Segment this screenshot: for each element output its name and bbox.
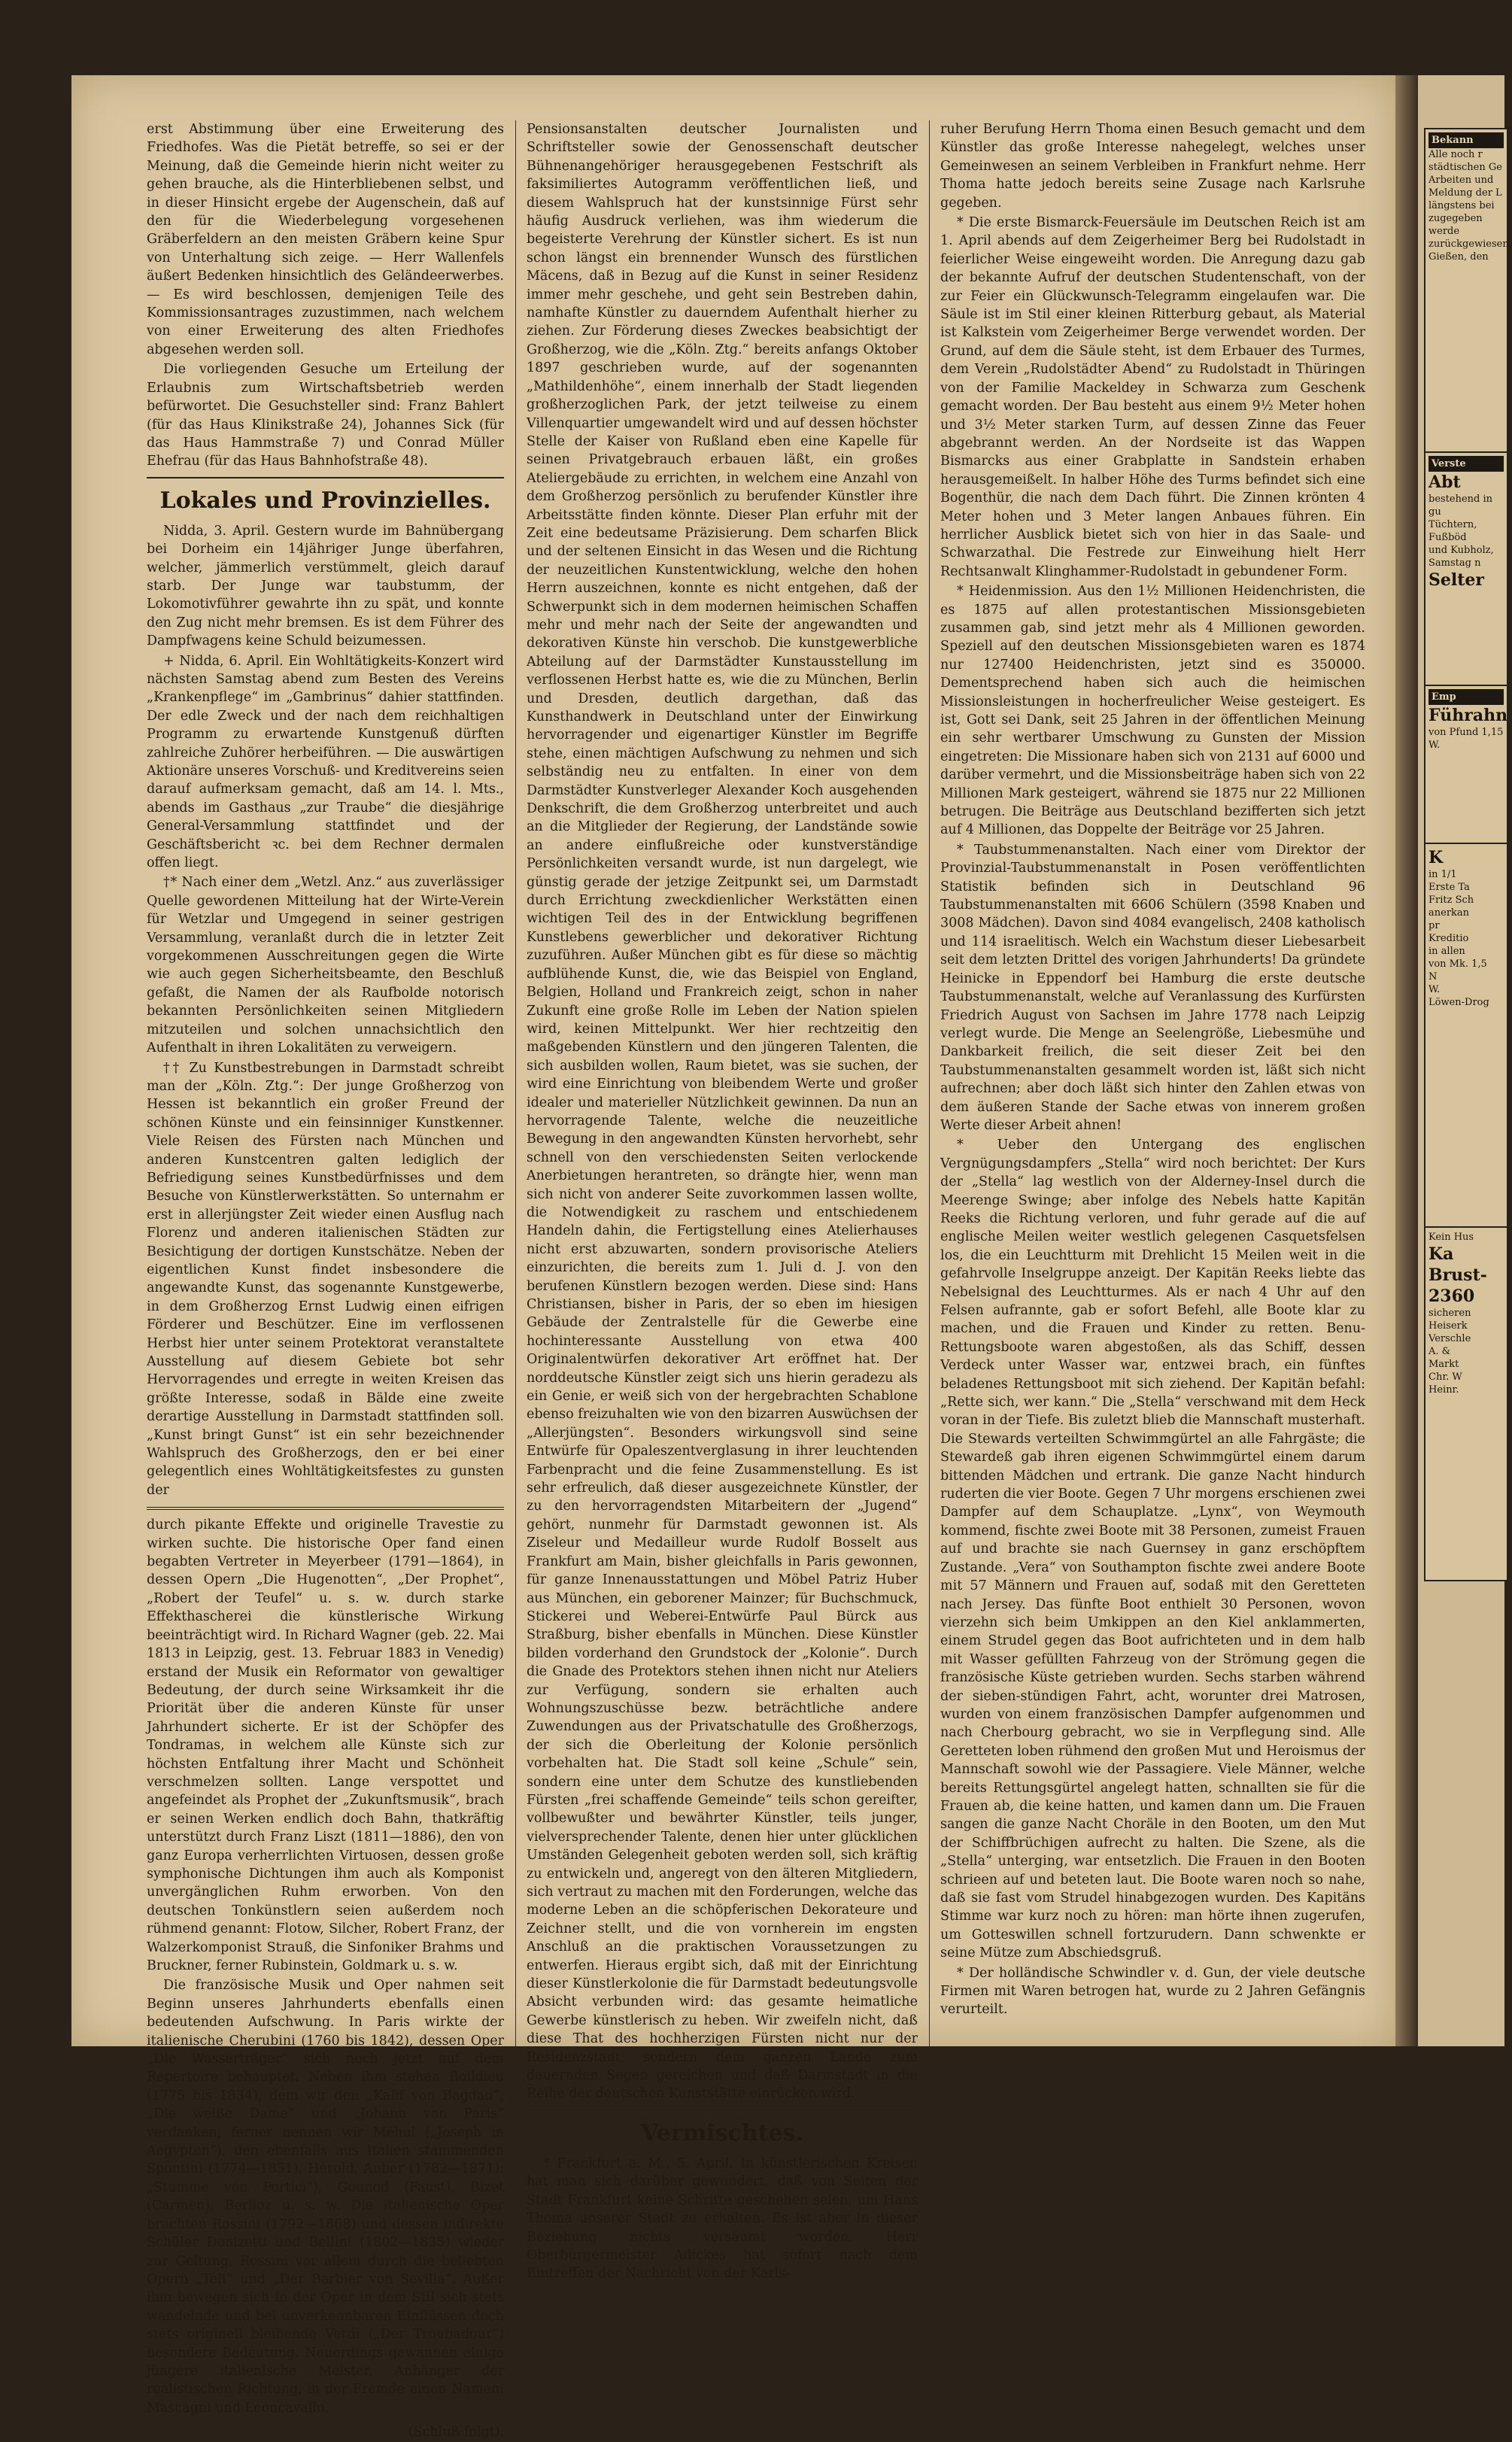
paragraph: erst Abstimmung über eine Erweiterung des Friedhofes. Was die Pietät betreffe, so sei er der Meinung, daß die Gemeinde hierin nicht weiter zu gehen brauche, als die Hinterbliebenen selbst, und in dieser Hinsicht ergebe der Augenschein, daß auf den für die Wiederbelegung vorgesehenen Gräberfeldern an den meisten Gräbern keine Spur von Unterhaltung sich zeige. — Herr Wallenfels äußert Bedenken hinsichtlich des Geländeerwerbes. — Es wird beschlossen, demjenigen Teile des Kommissionsantrages zuzustimmen, nach welchem von einer Erweiterung des alten Friedhofes abgesehen werden soll.: [147, 122, 504, 357]
news-item: * Heidenmission. Aus den 1½ Millionen Heidenchristen, die es 1875 auf allen protestantischen Missionsgebieten zusammen gab, sind jetzt mehr als 4 Millionen geworden. Speziell auf den deutschen Missionsgebieten waren es 1874 nur 127400 Heidenchristen, jetzt sind es 350000. Dementsprechend haben sich auch die heimischen Missionsleistungen in hocherfreulicher Weise gesteigert. Es ist, Gott sei Dank, seit 25 Jahren in der öffentlichen Meinung ein sehr wertbarer Umschwung zu Gunsten der Mission eingetreten: Die Missionare haben sich von 2131 auf 6000 und darüber vermehrt, und die Missionsbeiträge haben sich von 22 Millionen Mark gesteigert, während sie 1875 nur 22 Millionen betrugen. Die Beiträge aus Deutschland bezifferten sich jetzt auf 4 Millionen, das Doppelte der Beiträge vor 25 Jahren.: [940, 584, 1365, 838]
ad-line: anerkan: [1429, 907, 1470, 919]
ad-line: Gießen, den: [1429, 251, 1489, 263]
news-item: †† Zu Kunstbestrebungen in Darmstadt schreibt man der „Köln. Ztg.“: Der junge Großherzog von Hessen ist bekanntlich ein großer Freund der schönen Künste und ein feinsinniger Kunstkenner. Viele Reisen des Fürsten nach München und anderen Kunstcentren galten lediglich der Befriedigung seines Kunstbedürfnisses und dem Besuche von Künstlerwerkstätten. So unternahm er erst in allerjüngster Zeit wieder einen Ausflug nach Florenz und anderen italienischen Städten zur Besichtigung der dortigen Kunstschätze. Neben der eigentlichen Kunst findet insbesondere die angewandte Kunst, das sogenannte Kunstgewerbe, in dem Großherzog Ernst Ludwig einen eifrigen Förderer und Beschützer. Eine im verflossenen Herbst hier unter seinem Protektorat veranstaltete Ausstellung auf diesem Gebiete bot sehr Hervorragendes und erregte in weiten Kreisen das größte Interesse, sodaß in Bälde eine zweite derartige Ausstellung in Darmstadt stattfinden soll. „Kunst bringt Gunst“ ist ein sehr bezeichnender Wahlspruch des Großherzogs, den er bei einer gelegentlich eines Wohltätigkeitsfestes zu gunsten der: [147, 1060, 504, 1498]
news-item: + Nidda, 6. April. Ein Wohltätigkeits-Konzert wird nächsten Samstag abend zum Besten des Vereins „Krankenpflege“ im „Gambrinus“ dahier stattfinden. Der edle Zweck und der nach dem reichhaltigen Programm zu erwartende Kunstgenuß dürften zahlreiche Zuhörer herbeiführen. — Die auswärtigen Aktionäre unseres Vorschuß- und Kreditvereins seien darauf aufmerksam gemacht, daß am 14. l. Mts., abends im Gasthaus „zur Traube“ die diesjährige General-Versammlung stattfindet und der Geschäftsbericht ꝛc. bei dem Rechner dermalen offen liegt.: [147, 653, 504, 871]
ad-line: A. &: [1429, 1346, 1451, 1357]
column-rule: [515, 120, 516, 2046]
ad-line: zurückgewiesen.: [1429, 238, 1512, 250]
feuilleton-paragraph: Die französische Musik und Oper nahmen seit Beginn unseres Jahrhunderts ebenfalls einen bedeutenden Aufschwung. In Paris wirkte der italienische Cherubini (1760 bis 1842), dessen Oper „Die Wasserträger“ sich noch jetzt auf dem Repertoire behauptet. Neben ihm stehen Boildieu (1775 bis 1834), dem wir den „Kalif von Bagdad“, „Die weiße Dame“ und „Johann von Paris“ verdanken; ferner nennen wir Méhul („Joseph in Aegypten“), den ebenfalls aus Italien stammenden Spontini (1774—1851), Hérold, Auber (1782—1871): „Stumme von Portici“), Gounod (Faust), Bizet (Carmen), Berlioz u. s. w. Die italienische Oper brachten Rossini (1792—1868) und dessen indirekte Schüler Donizetti und Bellini (1802—1835) wieder zur Geltung, Rossini vor allem durch die beliebten Opern „Tell“ und „Der Barbier von Sevilla“. Außer ihm bewegen sich in der Oper in dem Stil sich stets wandelnde und bei unverkennbaren Einflüssen doch stets originell bleibende Verdi („Der Troubadour“) besondere Bedeutung. Neuerdings gewannen einige jüngere italienische Meister, Anhänger der realistischen Richtung, in der Fremde einen Namen: Mascagni und Leoncavallo.: [147, 1978, 504, 2416]
ad-heading: Verste: [1429, 456, 1504, 472]
feuilleton-divider: [147, 1507, 504, 1510]
ad-line: zugegeben werde: [1429, 213, 1483, 237]
divider: [527, 2109, 918, 2111]
ad-line: Alle noch r: [1429, 149, 1483, 160]
news-item: * Die erste Bismarck-Feuersäule im Deutschen Reich ist am 1. April abends auf dem Zeigerheimer Berg bei Rudolstadt in feierlicher Weise eingeweiht worden. Die Anregung dazu gab der bekannte Aufruf der deutschen Studentenschaft, von der zur Feier ein Glückwunsch-Telegramm eingelaufen war. Die Säule ist im Stil einer kleinen Ritterburg gebaut, als Material ist Kalkstein vom Zeigerheimer Berge verwendet worden. Der Grund, auf dem die Säule steht, ist dem Erbauer des Turmes, dem Verein „Rudolstädter Abend“ zu Rudolstadt in Thüringen von der Familie Mackeldey in Schwarza zum Geschenk gemacht worden. Der Bau besteht aus einem 9½ Meter hohen und 3½ Meter starken Turm, auf dessen Zinne das Feuer abgebrannt werden. An der Nordseite ist das Wappen Bismarcks aus einer Grabplatte in Sandstein erhaben herausgemeißelt. In halber Höhe des Turms befindet sich eine Bogenthür, die nach dem Dach führt. Die Zinnen krönten 4 Meter hohen und 3 Meter langen Anbaues führen. Ein herrlicher Ausblick bietet sich von hier in das Saale- und Schwarzathal. Die Festrede zur Einweihung hielt Herr Rechtsanwalt Klinghammer-Rudolstadt in gebundener Form.: [940, 215, 1365, 579]
ad-line: Erste Ta: [1429, 882, 1470, 893]
news-item: * Frankfurt a. M., 5. April. In künstlerischen Kreisen hat man sich darüber gewundert, daß von Seiten der Stadt Frankfurt keine Schritte geschehen seien, um Hans Thoma unserer Stadt zu erhalten. Es ist aber in dieser Beziehung nichts versäumt worden. Herr Oberbürgermeister Adickes hat sofort nach dem Eintreffen der Nachricht von der Karls-: [527, 2155, 918, 2282]
ad-line: von Mk. 1,5: [1429, 958, 1487, 970]
ad-heading: Emp: [1429, 689, 1504, 705]
section-heading-vermischtes: Vermischtes.: [641, 2119, 803, 2146]
advertisement: [1424, 1226, 1508, 1581]
ad-line: von Pfund 1,15: [1429, 727, 1504, 738]
advertisement: [1424, 451, 1508, 686]
book-gutter: [1395, 75, 1418, 2046]
news-item: * Der holländische Schwindler v. d. Gun, der viele deutsche Firmen mit Waren betrogen hat, wurde zu 2 Jahren Gefängnis verurteilt.: [940, 1965, 1365, 2018]
ad-line: Selter: [1429, 570, 1484, 590]
column-rule: [929, 120, 930, 2046]
newspaper-page: [71, 75, 1395, 2440]
section-heading-lokales: Lokales und Provinzielles.: [159, 487, 491, 514]
paragraph: Die vorliegenden Gesuche um Erteilung der Erlaubnis zum Wirtschaftsbetrieb werden befürwortet. Die Gesuchsteller sind: Franz Bahlert (für das Haus Klinikstraße 24), Johannes Sick (für das Haus Hammstraße 7) und Conrad Müller Ehefrau (für das Haus Bahnhofstraße 48).: [147, 362, 504, 469]
ad-line: Samstag n: [1429, 557, 1481, 569]
ad-line: pr: [1429, 920, 1440, 931]
ad-line: in allen: [1429, 946, 1465, 957]
news-item: * Ueber den Untergang des englischen Vergnügungsdampfers „Stella“ wird noch berichtet: Der Kurs der „Stella“ lag westlich von der Alderney-Insel durch die Meerenge Swinge; aber infolge des Nebels hatte Kapitän Reeks die Richtung verloren, und fuhr gerade auf die auf englische Meilen weiter westlich gelegenen Casquetsfelsen los, die ein Leuchtturm mit Drehlicht 15 Meilen weit in die gefahrvolle Inselgruppe anzeigt. Der Kapitän Reeks liebte das Nebelsignal des Leuchtturmes. Als er nach 4 Uhr auf den Felsen aufrannte, gab er sofort Befehl, alle Boote klar zu machen, und die Frauen und Kinder zu retten. Benu-Rettungsboote waren abgestoßen, als das Schiff, dessen Verdeck unter Wasser war, entzwei brach, ein fünftes beladenes Rettungsboot mit sich ziehend. Der Kapitän befahl: „Rette sich, wer kann.“ Die „Stella“ verschwand mit dem Heck voran in der Tiefe. Bis zuletzt blieb die Mannschaft musterhaft. Die Stewards verteilten Schwimmgürtel an alle Fahrgäste; die Stewardeß gab ihren eigenen Schwimmgürtel einem darum bittenden Mädchen und ertrank. Die ganze Nacht hindurch ruderten die vier Boote. Gegen 7 Uhr morgens erschienen zwei Dampfer auf dem Schauplatze. „Lynx“, von Weymouth kommend, fischte zwei Boote mit 38 Personen, zumeist Frauen auf und brachte sie nach Guernsey in ganz erschöpftem Zustande. „Vera“ von Southampton fischte zwei andere Boote mit 57 Männern und Frauen auf, sodaß mit den Geretteten nach Jersey. Das fünfte Boot enthielt 30 Personen, wovon vierzehn sich beim Umkippen an den Kiel anklammerten, einem Strudel gegen das Boot aufrichteten und in dem halb mit Wasser gefüllten Fahrzeug von der Strömung gegen die französische Küste getrieben wurden. Sechs starben während der sieben-stündigen Fahrt, acht, worunter drei Matrosen, wurden von einem französischen Dampfer aufgenommen und nach Cherbourg gebracht, wo sie in Verpflegung sind. Alle Geretteten loben rühmend den großen Mut und Heroismus der Mannschaft sowohl wie der Passagiere. Viele Männer, welche bereits Rettungsgürtel angelegt hatten, schnallten sie für die Frauen ab, die keine hatten, und kamen dann um. Die Frauen sangen die ganze Nacht Choräle in den Booten, um den Mut der Schiffbrüchigen aufrecht zu halten. Die Szene, als die „Stella“ unterging, war entsetzlich. Die Frauen in den Booten schrieen auf und beteten laut. Die Boote waren noch so nahe, daß sie fast vom Strudel hinabgezogen wurden. Des Kapitäns Stimme war kurz noch zu hören: man hörte ihnen zugerufen, um Gotteswillen schnell fortzurudern. Dann schwenkte er seine Mütze zum Abschiedsgruß.: [940, 1137, 1365, 1961]
ad-line: Arbeiten und: [1429, 175, 1494, 186]
ad-line: 2360: [1429, 1286, 1475, 1306]
ad-heading: Brust-: [1429, 1265, 1487, 1285]
ad-line: Markt: [1429, 1359, 1459, 1370]
ad-line: sicheren: [1429, 1308, 1471, 1319]
ad-line: Ka: [1429, 1244, 1454, 1264]
news-item: Nidda, 3. April. Gestern wurde im Bahnübergang bei Dorheim ein 14jähriger Junge überfahren, welcher, jämmerlich verstümmelt, gleich darauf starb. Der Junge war taubstumm, der Lokomotivführer gewahrte ihn zu spät, und konnte den Zug nicht mehr bremsen. Es ist dem Führer des Dampfwagens keine Schuld beizumessen.: [147, 523, 504, 649]
advertisement: [1424, 843, 1508, 1228]
ad-line: Kreditio: [1429, 933, 1469, 944]
ad-line: Verschle: [1429, 1333, 1471, 1344]
adjacent-page-strip: [1418, 75, 1512, 2046]
column-3: [940, 120, 1365, 2046]
ad-line: W.: [1429, 740, 1441, 751]
ad-line: Heinr.: [1429, 1384, 1459, 1396]
ad-line: Kein Hus: [1429, 1232, 1474, 1243]
feuilleton-paragraph: durch pikante Effekte und originelle Travestie zu wirken suchte. Die historische Oper fand einen begabten Vertreter in Meyerbeer (1791—1864), in dessen Opern „Die Hugenotten“, „Der Prophet“, „Robert der Teufel“ u. s. w. durch starke Effekthascherei die künstlerische Wirkung beeinträchtigt wird. In Richard Wagner (geb. 22. Mai 1813 in Leipzig, gest. 13. Februar 1883 in Venedig) erstand der Musik ein Reformator von gewaltiger Bedeutung, der durch seine Wirksamkeit ihr die Priorität über die anderen Künste für unser Jahrhundert sicherte. Er ist der Schöpfer des Tondramas, in welchem alle Künste sich zur höchsten Entfaltung ihrer Macht und Schönheit verschmelzen sollten. Lange verspottet und angefeindet als Prophet der „Zukunftsmusik“, brach er seinen Werken endlich doch Bahn, thatkräftig unterstützt durch Franz Liszt (1811—1886), den von ganz Europa verherrlichten Virtuosen, dessen große symphonische Dichtungen ihm auch als Komponist unvergänglichen Ruhm erworben. Von den deutschen Tonkünstlern seien außerdem noch rühmend genannt: Flotow, Silcher, Robert Franz, der Walzerkomponist Strauß, die Sinfoniker Brahms und Bruckner, ferner Rubinstein, Goldmark u. s. w.: [147, 1517, 504, 1973]
ad-line: Fritz Sch: [1429, 894, 1474, 906]
paragraph: Pensionsanstalten deutscher Journalisten und Schriftsteller sowie der Genossenschaft deutscher Bühnenangehöriger herausgegebenen Festschrift als faksimiliertes Autogramm veröffentlichen ließ, und diesem Wahlspruch hat der kunstsinnige Fürst sehr häufig Ausdruck verliehen, was ihm wiederum die begeisterte Verehrung der Künstler sichert. Es ist nun schon längst ein brennender Wunsch des fürstlichen Mäcens, daß in Bezug auf die Kunst in seiner Residenz immer mehr geschehe, und geht sein Bestreben dahin, namhafte Künstler zu dauerndem Aufenthalt hierher zu ziehen. Zur Förderung dieses Zweckes beabsichtigt der Großherzog, wie die „Köln. Ztg.“ bereits anfangs Oktober 1897 geschrieben wurde, auf der sogenannten „Mathildenhöhe“, einem innerhalb der Stadt liegenden großherzoglichen Park, der jetzt teilweise zu einem Villenquartier umgewandelt wird und auf dessen höchster Stelle der Kaiser von Rußland eben eine Kapelle für seinen Privatgebrauch erbauen läßt, ein großes Ateliergebäude zu errichten, in welchem eine Anzahl von dem Großherzog persönlich zu berufender Künstler ihre Arbeitsstätte finden könnte. Dieser Plan erfuhr mit der Zeit eine bedeutsame Präzisierung. Dem scharfen Blick und der seltenen Einsicht in das Wesen und die Richtung der neuzeitlichen Kunstentwicklung, welche den hohen Herrn auszeichnen, konnte es nicht entgehen, daß der Schwerpunkt sich in dem modernen heimischen Schaffen mehr und mehr nach der Seite der angewandten und dekorativen Künste hin verschob. Die kunstgewerbliche Abteilung auf der Darmstädter Kunstausstellung im verflossenen Herbst hatte es, wie die zu München, Berlin und Dresden, deutlich dargethan, daß das Kunsthandwerk in Deutschland unter der Einwirkung hervorragender und eigenartiger Künstler im Begriffe stehe, einen mächtigen Aufschwung zu nehmen und sich selbständig neu zu entfalten. In einer von dem Darmstädter Kunstverleger Alexander Koch ausgehenden Denkschrift, die dem Großherzog unterbreitet und auch an die Mitglieder der Regierung, der Landstände sowie an andere einflußreiche oder kunstverständige Persönlichkeiten versandt wurde, ist nun dargelegt, wie günstig gerade der jetzige Zeitpunkt sei, um Darmstadt durch Errichtung zweckdienlicher Werkstätten einen wichtigen Teil des in der Entwicklung begriffenen Kunstlebens gewerblicher und dekorativer Richtung zuzuführen. Außer München gibt es für diese so mächtig aufblühende Kunst, die, wie das Beispiel von England, Belgien, Holland und Frankreich zeigt, schon in naher Zukunft eine große Rolle im Leben der Nation spielen wird, keinen Mittelpunkt. Wer hier rechtzeitig den maßgebenden Künstlern und den jüngeren Talenten, die sich ausbilden wollen, Raum bietet, was sie suchen, der wird eine Einrichtung von bleibendem Werte und großer idealer und materieller Nützlichkeit gewinnen. Da nun an hervorragende Talente, welche die neuzeitliche Bewegung in den angewandten Künsten hervorhebt, sehr schnell von den verschiedensten Seiten verlockende Anerbietungen herantreten, so drängte hier, wenn man sich nicht von anderer Seite zuvorkommen lassen wollte, die Notwendigkeit zu raschem und entschiedenem Handeln dahin, die Fertigstellung eines Atelierhauses nicht erst abzuwarten, sondern provisorische Ateliers einzurichten, die bereits zum 1. Juli d. J. von den berufenen Künstlern bezogen werden. Diese sind: Hans Christiansen, bisher in Paris, der so eben im hiesigen Gebäude der Zentralstelle für die Gewerbe eine hochinteressante Ausstellung von etwa 400 Originalentwürfen dekorativer Art eröffnet hat. Der norddeutsche Künstler zeigt sich uns hierin geradezu als ein Genie, er weiß sich von der hergebrachten Schablone ebenso freizuhalten wie von den bizarren Auswüchsen der „Allerjüngsten“. Besonders wirkungsvoll sind seine Entwürfe für Opaleszentverglasung in ihrer leuchtenden Farbenpracht und die feine Zusammenstellung. Es ist sehr erfreulich, daß dieser ausgezeichnete Künstler, der zu den hervorragendsten Mitarbeitern der „Jugend“ gehört, nunmehr für Darmstadt gewonnen ist. Als Ziseleur und Medailleur wurde Rudolf Bosselt aus Frankfurt am Main, bisher gleichfalls in Paris gewonnen, für ganze Innenausstattungen und Möbel Patriz Huber aus München, ein geborener Mainzer; für Buchschmuck, Stickerei und Weberei-Entwürfe Paul Bürck aus Straßburg, bisher ebenfalls in München. Diese Künstler bilden vorderhand den Grundstock der „Kolonie“. Durch die Gnade des Protektors stehen ihnen nicht nur Ateliers zur Verfügung, sondern sie erhalten auch Wohnungszuschüsse bezw. beträchtliche andere Zuwendungen aus der Privatschatulle des Großherzogs, der sich die Oberleitung der Kolonie persönlich vorbehalten hat. Die Stadt soll keine „Schule“ sein, sondern eine unter dem Schutze des kunstliebenden Fürsten „frei schaffende Gemeinde“ teils schon gereifter, vollbewußter und bewährter Künstler, teils junger, vielversprechender Talente, denen hier unter glücklichen Umständen Gelegenheit geboten werden soll, sich kräftig zu entwickeln und, angeregt von den älteren Mitgliedern, sich vertraut zu machen mit den Forderungen, welche das moderne Leben an die schöpferischen Dekorateure und Zeichner stellt, und die von vornherein im engsten Anschluß an die praktischen Voraussetzungen zu entwerfen. Hieraus ergibt sich, daß mit der Einrichtung dieser Künstlerkolonie die für Darmstadt bedeutungsvolle Absicht verbunden wird: das gesamte heimatliche Gewerbe künstlerisch zu heben. Wir zweifeln nicht, daß diese That des hochherzigen Fürsten nicht nur der Residenzstadt, sondern dem ganzen Lande zum dauernden Segen gereichen und daß Darmstadt in die Reihe der deutschen Kunststätte einrücken wird.: [527, 122, 918, 2102]
ad-line: Tüchtern, Fußböd: [1429, 519, 1477, 543]
divider: [147, 477, 504, 478]
ad-line: Heiserk: [1429, 1320, 1468, 1332]
column-2: [527, 120, 918, 2282]
ad-line: und Kubholz,: [1429, 545, 1494, 556]
ad-line: Führahn: [1429, 706, 1508, 725]
continued-note: (Schluß folgt).: [408, 2425, 504, 2440]
ad-line: bestehend in gu: [1429, 494, 1493, 518]
news-item: * Taubstummenanstalten. Nach einer vom Direktor der Provinzial-Taubstummenanstalt in Posen veröffentlichten Statistik befinden sich in Deutschland 96 Taubstummenanstalten mit 6606 Schülern (3598 Knaben und 3008 Mädchen). Davon sind 4084 evangelisch, 2408 katholisch und 114 israelitisch. Welch ein Wachstum dieser Liebesarbeit seit dem letzten Drittel des vorigen Jahrhunderts! Da gründete Heinicke in Eppendorf bei Hamburg die erste deutsche Taubstummenanstalt, welche auf Veranlassung des Kurfürsten Friedrich August von Sachsen im Jahre 1778 nach Leipzig verlegt wurde. Die Menge an Seelengröße, Liebesmühe und Dankbarkeit freilich, die seit dieser Zeit bei den Taubstummenanstalten gesammelt worden ist, läßt sich nicht aufrechnen; aber doch läßt sich hinter den Zahlen etwas von dem äußeren Stande der Sache etwas von innerem großen Werte dieser Arbeit ahnen!: [940, 842, 1365, 1133]
column-1: [147, 120, 504, 2440]
advertisement: [1424, 685, 1508, 844]
ad-line: N: [1429, 971, 1438, 983]
paragraph: ruher Berufung Herrn Thoma einen Besuch gemacht und dem Künstler das große Interesse nahegelegt, welches unser Gemeinwesen an seinem Verbleiben in Frankfurt nehme. Herr Thoma hatte jedoch bereits seine Zusage nach Karlsruhe gegeben.: [940, 122, 1365, 211]
ad-heading: K: [1429, 848, 1444, 867]
ad-line: in 1/1: [1429, 869, 1457, 880]
ad-line: Löwen-Drog: [1429, 997, 1489, 1008]
ad-line: längstens bei: [1429, 200, 1495, 211]
ad-line: W.: [1429, 984, 1441, 995]
ad-heading: Bekann: [1429, 132, 1504, 148]
advertisement: [1424, 128, 1512, 453]
ad-line: Abt: [1429, 472, 1461, 492]
ad-line: Chr. W: [1429, 1371, 1462, 1383]
news-item: †* Nach einer dem „Wetzl. Anz.“ aus zuverlässiger Quelle gewordenen Mitteilung hat der Wirte-Verein für Wetzlar und Umgegend in seiner gestrigen Versammlung, veranlaßt durch die in letzter Zeit vorgekommenen Ausschreitungen gegen die Wirte wie auch gegen Sicherheitsbeamte, den Beschluß gefaßt, die Namen der als Raufbolde notorisch bekannten Persönlichkeiten seinen Mitgliedern mitzuteilen und solchen unnachsichtlich den Aufenthalt in ihren Lokalitäten zu verweigern.: [147, 875, 504, 1056]
ad-line: Meldung der L: [1429, 187, 1502, 199]
ad-line: städtischen Ge: [1429, 162, 1502, 173]
